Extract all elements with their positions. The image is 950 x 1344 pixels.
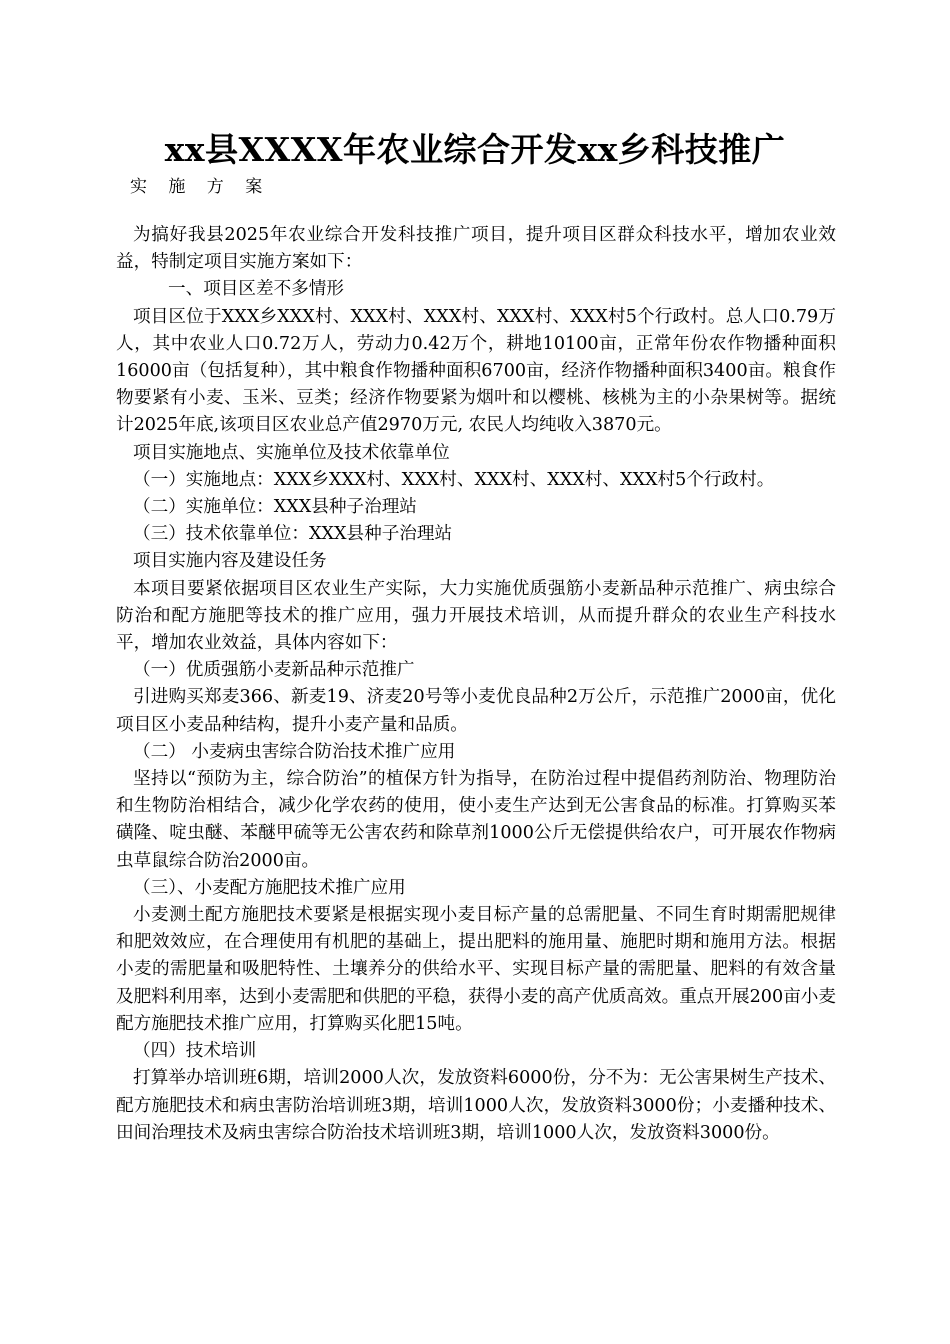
subheading-training: （四）技术培训 — [133, 1041, 257, 1062]
subheading-pest-control: （二） 小麦病虫害综合防治技术推广应用 — [133, 741, 456, 762]
section-heading-1: 一、项目区差不多情形 — [168, 279, 344, 300]
subheading-wheat-varieties: （一）优质强筋小麦新品种示范推广 — [133, 660, 415, 681]
document-title: xx县XXXX年农业综合开发xx乡科技推广 — [164, 130, 786, 169]
paragraph-unit: （二）实施单位：XXX县种子治理站 — [133, 497, 417, 518]
paragraph-pest-control: 坚持以“预防为主，综合防治”的植保方针为指导，在防治过程中提倡药剂防治、物理防治和生物防治相结合，减少化学农药的使用，使小麦生产达到无公害食品的标准。打算购买苯磺隆、啶虫醚、苯醚甲硫等无公害农药和除草剂1000公斤无偿提供给农户，可开展农作物病虫草鼠综合防治2000亩。 — [116, 769, 836, 871]
paragraph-location: （一）实施地点：XXX乡XXX村、XXX村、XXX村、XXX村、XXX村5个行政村。 — [133, 469, 775, 490]
paragraph-overview: 项目区位于XXX乡XXX村、XXX村、XXX村、XXX村、XXX村5个行政村。总人口0.79万人，其中农业人口0.72万人，劳动力0.42万个，耕地10100亩，正常年份农作物播种面积16000亩（包括复种），其中粮食作物播种面积6700亩，经济作物播种面积3400亩。粮食作物要紧有小麦、玉米、豆类；经济作物要紧为烟叶和以樱桃、核桃为主的小杂果树等。据统计2025年底,该项目区农业总产值2970万元, 农民人均纯收入3870元。 — [116, 306, 836, 436]
paragraph-fertilization: 小麦测土配方施肥技术要紧是根据实现小麦目标产量的总需肥量、不同生育时期需肥规律和肥效效应，在合理使用有机肥的基础上，提出肥料的施用量、施肥时期和施用方法。根据小麦的需肥量和吸肥特性、土壤养分的供给水平、实现目标产量的需肥量、肥料的有效含量及肥料利用率，达到小麦需肥和供肥的平稳，获得小麦的高产优质高效。重点开展200亩小麦配方施肥技术推广应用，打算购买化肥15吨。 — [116, 905, 836, 1034]
section-heading-3: 项目实施内容及建设任务 — [133, 551, 327, 572]
paragraph-training: 打算举办培训班6期，培训2000人次，发放资料6000份，分不为：无公害果树生产技术、配方施肥技术和病虫害防治培训班3期，培训1000人次，发放资料3000份；小麦播种技术、田间治理技术及病虫害综合防治技术培训班3期，培训1000人次，发放资料3000份。 — [116, 1068, 836, 1143]
subheading-fertilization: （三）、小麦配方施肥技术推广应用 — [133, 877, 406, 898]
paragraph-intro: 为搞好我县2025年农业综合开发科技推广项目，提升项目区群众科技水平，增加农业效益，特制定项目实施方案如下： — [116, 225, 836, 273]
paragraph-wheat-varieties: 引进购买郑麦366、新麦19、济麦20号等小麦优良品种2万公斤，示范推广2000亩，优化项目区小麦品种结构，提升小麦产量和品质。 — [116, 687, 836, 735]
paragraph-content: 本项目要紧依据项目区农业生产实际，大力实施优质强筋小麦新品种示范推广、病虫综合防治和配方施肥等技术的推广应用，强力开展技术培训，从而提升群众的农业生产科技水平，增加农业效益，具体内容如下： — [116, 578, 836, 654]
section-heading-2: 项目实施地点、实施单位及技术依靠单位 — [133, 442, 450, 463]
paragraph-tech-unit: （三）技术依靠单位：XXX县种子治理站 — [133, 524, 453, 545]
document-subtitle: 实 施 方 案 — [130, 177, 271, 197]
document-body — [116, 222, 836, 1147]
